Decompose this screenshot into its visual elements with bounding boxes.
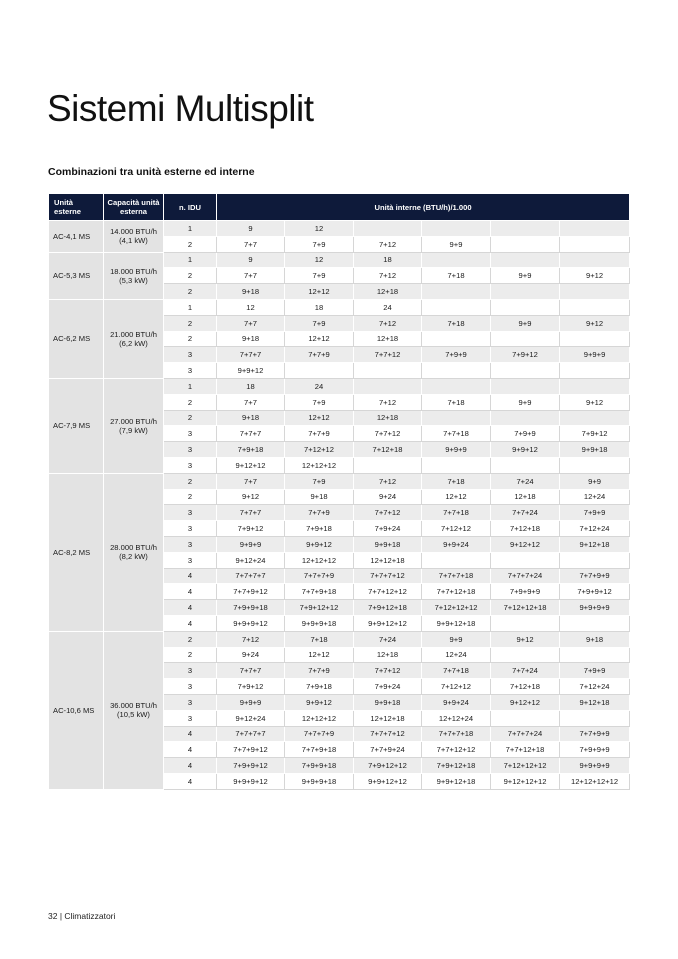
- indoor-combination-cell: 7+7+7+18: [422, 726, 491, 742]
- indoor-combination-cell: 7+12+18: [354, 442, 422, 458]
- idu-count-cell: 2: [164, 284, 217, 300]
- indoor-combination-cell: [422, 378, 491, 394]
- indoor-combination-cell: [491, 552, 560, 568]
- indoor-combination-cell: [560, 410, 630, 426]
- idu-count-cell: 3: [164, 710, 217, 726]
- indoor-combination-cell: [491, 236, 560, 252]
- indoor-combination-cell: 7+24: [354, 631, 422, 647]
- indoor-combination-cell: 12+12: [285, 410, 354, 426]
- indoor-combination-cell: [354, 363, 422, 379]
- idu-count-cell: 1: [164, 252, 217, 268]
- indoor-combination-cell: 9+12+12: [217, 457, 285, 473]
- header-indoor-units: Unità interne (BTU/h)/1.000: [217, 194, 630, 221]
- indoor-combination-cell: 9: [217, 221, 285, 237]
- indoor-combination-cell: 7+7+18: [422, 426, 491, 442]
- indoor-combination-cell: [560, 378, 630, 394]
- indoor-combination-cell: 9+9+12+12: [354, 615, 422, 631]
- indoor-combination-cell: [560, 331, 630, 347]
- idu-count-cell: 3: [164, 663, 217, 679]
- indoor-combination-cell: 7+7+9+24: [354, 742, 422, 758]
- indoor-combination-cell: 7+7+18: [422, 663, 491, 679]
- indoor-combination-cell: 7+12+18: [491, 521, 560, 537]
- idu-count-cell: 4: [164, 773, 217, 789]
- indoor-combination-cell: 7+7+12+12: [422, 742, 491, 758]
- idu-count-cell: 2: [164, 647, 217, 663]
- idu-count-cell: 1: [164, 378, 217, 394]
- indoor-combination-cell: 18: [217, 378, 285, 394]
- indoor-combination-cell: [422, 331, 491, 347]
- indoor-combination-cell: 9+12: [560, 268, 630, 284]
- indoor-combination-cell: 7+9+18: [217, 442, 285, 458]
- indoor-combination-cell: 7+9+9: [491, 426, 560, 442]
- indoor-combination-cell: 7+7+7+9: [285, 726, 354, 742]
- indoor-combination-cell: 9+12+12: [491, 694, 560, 710]
- indoor-combination-cell: 9+9+9+9: [560, 600, 630, 616]
- indoor-combination-cell: 7+7+9+12: [217, 584, 285, 600]
- indoor-combination-cell: 9+9+9+18: [285, 615, 354, 631]
- indoor-combination-cell: 9+9: [422, 236, 491, 252]
- indoor-combination-cell: 9+12+24: [217, 710, 285, 726]
- indoor-combination-cell: 7+9: [285, 268, 354, 284]
- indoor-combination-cell: 9+18: [560, 631, 630, 647]
- idu-count-cell: 4: [164, 758, 217, 774]
- idu-count-cell: 2: [164, 315, 217, 331]
- indoor-combination-cell: 7+9+9+18: [285, 758, 354, 774]
- indoor-combination-cell: 7+7+7+9: [285, 568, 354, 584]
- indoor-combination-cell: 7+7+12: [354, 505, 422, 521]
- outdoor-unit-model: AC-10,6 MS: [49, 631, 104, 789]
- indoor-combination-cell: 12+18: [354, 284, 422, 300]
- indoor-combination-cell: 7+9: [285, 315, 354, 331]
- indoor-combination-cell: 7+12: [354, 473, 422, 489]
- indoor-combination-cell: 9+9+18: [354, 694, 422, 710]
- indoor-combination-cell: [560, 552, 630, 568]
- indoor-combination-cell: 18: [354, 252, 422, 268]
- page-title: Sistemi Multisplit: [47, 88, 314, 129]
- indoor-combination-cell: 9+12+12: [491, 536, 560, 552]
- table-body: [49, 221, 630, 790]
- indoor-combination-cell: 24: [354, 299, 422, 315]
- indoor-combination-cell: 7+12: [217, 631, 285, 647]
- indoor-combination-cell: [560, 363, 630, 379]
- indoor-combination-cell: [491, 284, 560, 300]
- indoor-combination-cell: [422, 363, 491, 379]
- idu-count-cell: 3: [164, 552, 217, 568]
- table-row: [49, 473, 630, 489]
- indoor-combination-cell: 7+9+9+9: [560, 742, 630, 758]
- table-row: [49, 631, 630, 647]
- indoor-combination-cell: 7+7+9+12: [217, 742, 285, 758]
- indoor-combination-cell: [422, 252, 491, 268]
- table-row: [49, 378, 630, 394]
- indoor-combination-cell: 7+12: [354, 236, 422, 252]
- indoor-combination-cell: [491, 252, 560, 268]
- header-capacity: Capacità unità esterna: [104, 194, 164, 221]
- outdoor-unit-model: AC-4,1 MS: [49, 221, 104, 253]
- indoor-combination-cell: 7+9+12: [217, 521, 285, 537]
- indoor-combination-cell: 9+9+9: [560, 347, 630, 363]
- idu-count-cell: 4: [164, 600, 217, 616]
- indoor-combination-cell: [560, 236, 630, 252]
- outdoor-unit-capacity: 28.000 BTU/h (8,2 kW): [104, 473, 164, 631]
- indoor-combination-cell: [560, 221, 630, 237]
- indoor-combination-cell: [422, 457, 491, 473]
- idu-count-cell: 3: [164, 347, 217, 363]
- indoor-combination-cell: [422, 552, 491, 568]
- indoor-combination-cell: 9+9+12+18: [422, 615, 491, 631]
- indoor-combination-cell: 7+9+12+18: [354, 600, 422, 616]
- indoor-combination-cell: 7+12+12+18: [491, 600, 560, 616]
- indoor-combination-cell: 7+7+12: [354, 426, 422, 442]
- indoor-combination-cell: 7+7+9: [285, 426, 354, 442]
- indoor-combination-cell: [422, 221, 491, 237]
- indoor-combination-cell: 7+12+12+12: [491, 758, 560, 774]
- indoor-combination-cell: 7+18: [285, 631, 354, 647]
- indoor-combination-cell: 12+12: [285, 284, 354, 300]
- idu-count-cell: 3: [164, 521, 217, 537]
- indoor-combination-cell: [560, 647, 630, 663]
- indoor-combination-cell: 7+9+24: [354, 679, 422, 695]
- combinations-table: [48, 193, 630, 790]
- indoor-combination-cell: 7+12+12: [285, 442, 354, 458]
- indoor-combination-cell: 7+12: [354, 315, 422, 331]
- indoor-combination-cell: 7+12+12: [422, 521, 491, 537]
- idu-count-cell: 2: [164, 331, 217, 347]
- indoor-combination-cell: 9: [217, 252, 285, 268]
- indoor-combination-cell: [354, 378, 422, 394]
- indoor-combination-cell: 7+7+7+7: [217, 726, 285, 742]
- indoor-combination-cell: 9+9+24: [422, 536, 491, 552]
- indoor-combination-cell: 12+12: [285, 331, 354, 347]
- indoor-combination-cell: 12+12+12: [285, 457, 354, 473]
- indoor-combination-cell: [560, 710, 630, 726]
- idu-count-cell: 2: [164, 394, 217, 410]
- indoor-combination-cell: [422, 410, 491, 426]
- header-idu-count: n. IDU: [164, 194, 217, 221]
- indoor-combination-cell: 9+24: [217, 647, 285, 663]
- indoor-combination-cell: 9+12+18: [560, 694, 630, 710]
- indoor-combination-cell: [560, 284, 630, 300]
- indoor-combination-cell: [491, 299, 560, 315]
- indoor-combination-cell: 9+18: [217, 284, 285, 300]
- indoor-combination-cell: 9+9+12: [285, 536, 354, 552]
- outdoor-unit-model: AC-7,9 MS: [49, 378, 104, 473]
- indoor-combination-cell: 7+9+12+12: [354, 758, 422, 774]
- idu-count-cell: 3: [164, 679, 217, 695]
- indoor-combination-cell: 7+7+7+24: [491, 568, 560, 584]
- indoor-combination-cell: 9+9+9+18: [285, 773, 354, 789]
- outdoor-unit-capacity: 36.000 BTU/h (10,5 kW): [104, 631, 164, 789]
- indoor-combination-cell: 7+7+12+12: [354, 584, 422, 600]
- indoor-combination-cell: 9+9+12: [491, 442, 560, 458]
- indoor-combination-cell: 7+9+12: [217, 679, 285, 695]
- indoor-combination-cell: 12+24: [560, 489, 630, 505]
- indoor-combination-cell: 7+18: [422, 268, 491, 284]
- indoor-combination-cell: 7+9+18: [285, 521, 354, 537]
- indoor-combination-cell: [354, 221, 422, 237]
- indoor-combination-cell: 7+7+7: [217, 505, 285, 521]
- indoor-combination-cell: 9+9: [491, 394, 560, 410]
- indoor-combination-cell: 7+9+12+18: [422, 758, 491, 774]
- indoor-combination-cell: 7+24: [491, 473, 560, 489]
- idu-count-cell: 2: [164, 236, 217, 252]
- indoor-combination-cell: 9+9: [491, 315, 560, 331]
- indoor-combination-cell: 9+9+12+18: [422, 773, 491, 789]
- indoor-combination-cell: 12+18: [354, 410, 422, 426]
- indoor-combination-cell: 9+12+18: [560, 536, 630, 552]
- indoor-combination-cell: 7+7+18: [422, 505, 491, 521]
- indoor-combination-cell: 7+7+9: [285, 663, 354, 679]
- indoor-combination-cell: 7+9+24: [354, 521, 422, 537]
- indoor-combination-cell: 7+12: [354, 268, 422, 284]
- idu-count-cell: 4: [164, 584, 217, 600]
- indoor-combination-cell: 12+12+24: [422, 710, 491, 726]
- indoor-combination-cell: 12: [217, 299, 285, 315]
- indoor-combination-cell: 9+9: [422, 631, 491, 647]
- indoor-combination-cell: [491, 410, 560, 426]
- indoor-combination-cell: 9+9+9: [217, 536, 285, 552]
- indoor-combination-cell: 7+7+7+12: [354, 568, 422, 584]
- indoor-combination-cell: 7+7+24: [491, 505, 560, 521]
- indoor-combination-cell: 12+12: [422, 489, 491, 505]
- outdoor-unit-model: AC-8,2 MS: [49, 473, 104, 631]
- indoor-combination-cell: 7+7+7+12: [354, 726, 422, 742]
- indoor-combination-cell: 12+18: [354, 647, 422, 663]
- indoor-combination-cell: 9+12: [217, 489, 285, 505]
- idu-count-cell: 2: [164, 410, 217, 426]
- indoor-combination-cell: 7+7+7: [217, 347, 285, 363]
- indoor-combination-cell: 12+12: [285, 647, 354, 663]
- idu-count-cell: 2: [164, 268, 217, 284]
- indoor-combination-cell: [491, 221, 560, 237]
- indoor-combination-cell: 9+18: [217, 331, 285, 347]
- indoor-combination-cell: 7+7+12: [354, 663, 422, 679]
- indoor-combination-cell: 7+7+7: [217, 663, 285, 679]
- idu-count-cell: 3: [164, 442, 217, 458]
- idu-count-cell: 2: [164, 489, 217, 505]
- indoor-combination-cell: 7+9+18: [285, 679, 354, 695]
- indoor-combination-cell: [491, 615, 560, 631]
- idu-count-cell: 4: [164, 615, 217, 631]
- indoor-combination-cell: 9+9+12: [217, 363, 285, 379]
- outdoor-unit-capacity: 21.000 BTU/h (6,2 kW): [104, 299, 164, 378]
- indoor-combination-cell: 12+18: [491, 489, 560, 505]
- indoor-combination-cell: 7+7: [217, 268, 285, 284]
- indoor-combination-cell: 7+7+9+18: [285, 584, 354, 600]
- indoor-combination-cell: 12: [285, 221, 354, 237]
- indoor-combination-cell: 12: [285, 252, 354, 268]
- idu-count-cell: 2: [164, 631, 217, 647]
- indoor-combination-cell: 7+9+12: [491, 347, 560, 363]
- indoor-combination-cell: [422, 299, 491, 315]
- indoor-combination-cell: 7+18: [422, 473, 491, 489]
- indoor-combination-cell: 9+18: [217, 410, 285, 426]
- indoor-combination-cell: 7+7+12+18: [491, 742, 560, 758]
- indoor-combination-cell: 7+7+9: [285, 347, 354, 363]
- indoor-combination-cell: 7+7+9+9: [560, 726, 630, 742]
- indoor-combination-cell: 7+12+12+12: [422, 600, 491, 616]
- indoor-combination-cell: 7+7+12: [354, 347, 422, 363]
- indoor-combination-cell: [285, 363, 354, 379]
- idu-count-cell: 3: [164, 505, 217, 521]
- indoor-combination-cell: 7+12: [354, 394, 422, 410]
- outdoor-unit-capacity: 14.000 BTU/h (4,1 kW): [104, 221, 164, 253]
- outdoor-unit-model: AC-6,2 MS: [49, 299, 104, 378]
- idu-count-cell: 3: [164, 363, 217, 379]
- indoor-combination-cell: 24: [285, 378, 354, 394]
- idu-count-cell: 3: [164, 536, 217, 552]
- indoor-combination-cell: 12+24: [422, 647, 491, 663]
- indoor-combination-cell: 7+7: [217, 394, 285, 410]
- indoor-combination-cell: 7+7+9: [285, 505, 354, 521]
- indoor-combination-cell: 7+7: [217, 315, 285, 331]
- idu-count-cell: 3: [164, 426, 217, 442]
- indoor-combination-cell: 7+12+18: [491, 679, 560, 695]
- indoor-combination-cell: [560, 615, 630, 631]
- indoor-combination-cell: 7+9+9+12: [560, 584, 630, 600]
- indoor-combination-cell: 9+9+18: [354, 536, 422, 552]
- indoor-combination-cell: 7+9+9+18: [217, 600, 285, 616]
- indoor-combination-cell: 12+12+18: [354, 552, 422, 568]
- idu-count-cell: 3: [164, 694, 217, 710]
- indoor-combination-cell: [491, 331, 560, 347]
- indoor-combination-cell: 7+9+12+12: [285, 600, 354, 616]
- indoor-combination-cell: 12+12+12: [285, 552, 354, 568]
- indoor-combination-cell: 9+9+12+12: [354, 773, 422, 789]
- outdoor-unit-capacity: 27.000 BTU/h (7,9 kW): [104, 378, 164, 473]
- indoor-combination-cell: 9+18: [285, 489, 354, 505]
- outdoor-unit-model: AC-5,3 MS: [49, 252, 104, 299]
- indoor-combination-cell: 9+9+9+12: [217, 615, 285, 631]
- table-row: [49, 299, 630, 315]
- idu-count-cell: 4: [164, 568, 217, 584]
- indoor-combination-cell: 12+12+12+12: [560, 773, 630, 789]
- indoor-combination-cell: 9+9+12: [285, 694, 354, 710]
- indoor-combination-cell: 9+9+9: [422, 442, 491, 458]
- table-subtitle: Combinazioni tra unità esterne ed interne: [48, 166, 255, 178]
- indoor-combination-cell: 9+12: [491, 631, 560, 647]
- indoor-combination-cell: 9+12+12+12: [491, 773, 560, 789]
- table-row: [49, 221, 630, 237]
- indoor-combination-cell: 7+7+9+9: [560, 568, 630, 584]
- indoor-combination-cell: 7+7+7: [217, 426, 285, 442]
- indoor-combination-cell: 12+18: [354, 331, 422, 347]
- indoor-combination-cell: 7+12+12: [422, 679, 491, 695]
- idu-count-cell: 4: [164, 726, 217, 742]
- indoor-combination-cell: 7+7+7+18: [422, 568, 491, 584]
- indoor-combination-cell: 7+7+7+24: [491, 726, 560, 742]
- indoor-combination-cell: 7+9+9+9: [491, 584, 560, 600]
- header-outdoor-unit: Unità esterne: [49, 194, 104, 221]
- indoor-combination-cell: 18: [285, 299, 354, 315]
- idu-count-cell: 3: [164, 457, 217, 473]
- indoor-combination-cell: 9+9+9+12: [217, 773, 285, 789]
- indoor-combination-cell: 9+9: [491, 268, 560, 284]
- indoor-combination-cell: 9+9: [560, 473, 630, 489]
- indoor-combination-cell: 7+7: [217, 473, 285, 489]
- indoor-combination-cell: [491, 647, 560, 663]
- indoor-combination-cell: 7+9+9: [560, 663, 630, 679]
- indoor-combination-cell: 9+9+18: [560, 442, 630, 458]
- indoor-combination-cell: 7+7+9+18: [285, 742, 354, 758]
- indoor-combination-cell: [560, 252, 630, 268]
- table-row: [49, 252, 630, 268]
- indoor-combination-cell: 12+12+12: [285, 710, 354, 726]
- idu-count-cell: 1: [164, 221, 217, 237]
- indoor-combination-cell: 7+9+9: [560, 505, 630, 521]
- indoor-combination-cell: 7+12+24: [560, 521, 630, 537]
- idu-count-cell: 4: [164, 742, 217, 758]
- indoor-combination-cell: [491, 710, 560, 726]
- indoor-combination-cell: 7+7+7+7: [217, 568, 285, 584]
- indoor-combination-cell: 7+9+9: [422, 347, 491, 363]
- indoor-combination-cell: 7+9: [285, 473, 354, 489]
- page-footer: 32 | Climatizzatori: [48, 911, 116, 921]
- indoor-combination-cell: [560, 299, 630, 315]
- indoor-combination-cell: [491, 457, 560, 473]
- indoor-combination-cell: 7+9+9+12: [217, 758, 285, 774]
- indoor-combination-cell: 7+7: [217, 236, 285, 252]
- indoor-combination-cell: [560, 457, 630, 473]
- indoor-combination-cell: 7+18: [422, 315, 491, 331]
- indoor-combination-cell: 9+12: [560, 394, 630, 410]
- indoor-combination-cell: [422, 284, 491, 300]
- indoor-combination-cell: 9+12+24: [217, 552, 285, 568]
- table-header-row: [49, 194, 630, 221]
- indoor-combination-cell: [491, 363, 560, 379]
- indoor-combination-cell: 7+7+24: [491, 663, 560, 679]
- indoor-combination-cell: 7+18: [422, 394, 491, 410]
- indoor-combination-cell: 7+9: [285, 236, 354, 252]
- idu-count-cell: 1: [164, 299, 217, 315]
- outdoor-unit-capacity: 18.000 BTU/h (5,3 kW): [104, 252, 164, 299]
- indoor-combination-cell: 7+7+12+18: [422, 584, 491, 600]
- indoor-combination-cell: 9+9+9+9: [560, 758, 630, 774]
- indoor-combination-cell: 9+9+24: [422, 694, 491, 710]
- indoor-combination-cell: [354, 457, 422, 473]
- indoor-combination-cell: 9+9+9: [217, 694, 285, 710]
- indoor-combination-cell: 7+9+12: [560, 426, 630, 442]
- indoor-combination-cell: 12+12+18: [354, 710, 422, 726]
- indoor-combination-cell: 7+9: [285, 394, 354, 410]
- indoor-combination-cell: 7+12+24: [560, 679, 630, 695]
- idu-count-cell: 2: [164, 473, 217, 489]
- indoor-combination-cell: 9+24: [354, 489, 422, 505]
- indoor-combination-cell: 9+12: [560, 315, 630, 331]
- indoor-combination-cell: [491, 378, 560, 394]
